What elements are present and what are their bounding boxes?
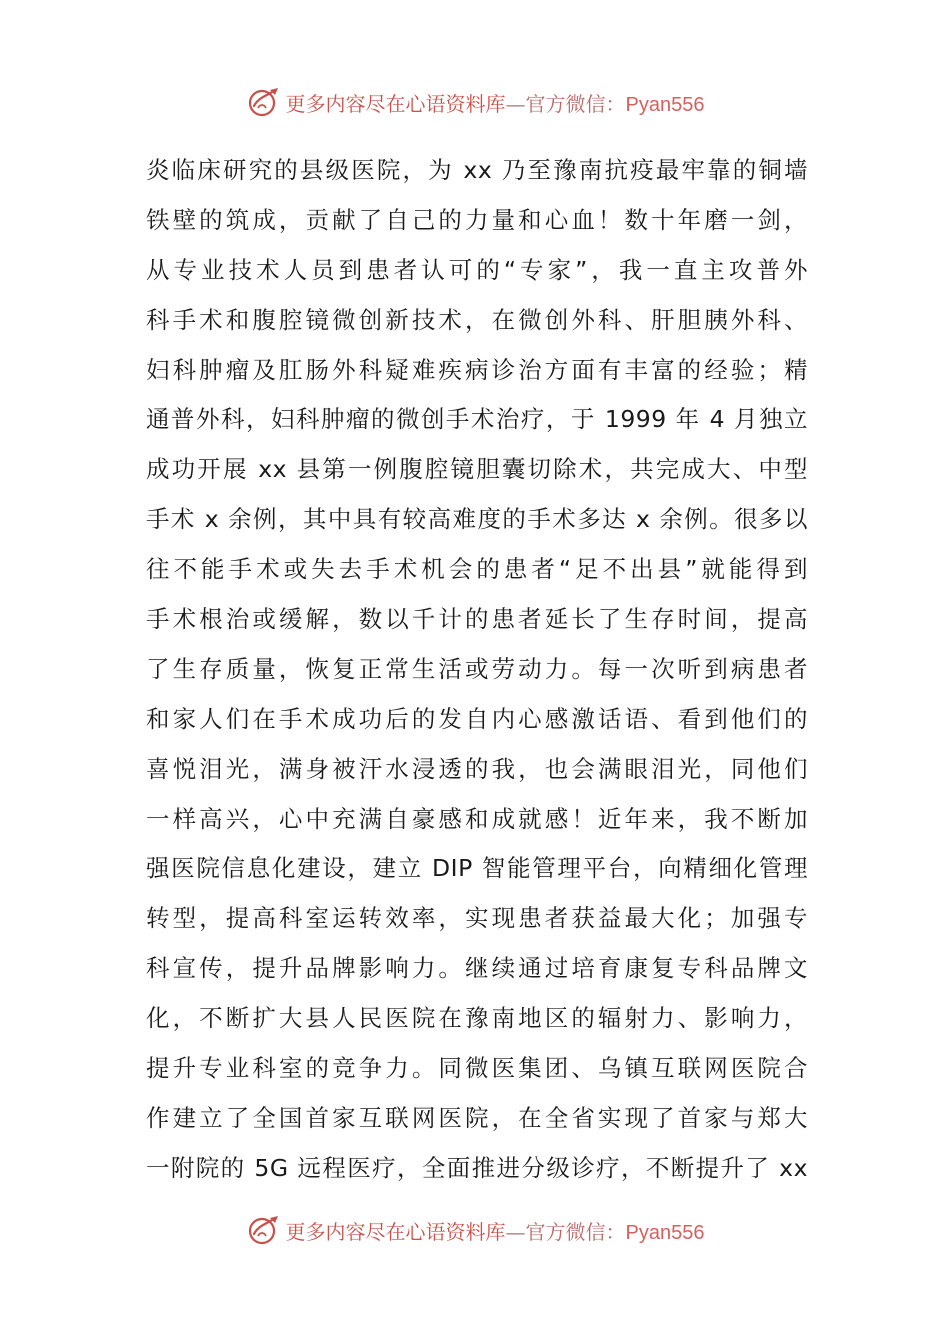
body-line-11: 了生存质量，恢复正常生活或劳动力。每一次听到病患者: [146, 654, 808, 683]
brand-logo-icon: [246, 1212, 282, 1248]
body-line-3: 从专业技术人员到患者认可的“专家”，我一直主攻普外: [146, 255, 808, 284]
document-body: [146, 146, 808, 1194]
body-line-19: 提升专业科室的竞争力。同微医集团、乌镇互联网医院合: [146, 1054, 808, 1083]
footer-banner-text: [286, 1216, 705, 1245]
body-line-1: 炎临床研究的县级医院，为 xx 乃至豫南抗疫最牢靠的铜墙: [146, 156, 808, 184]
body-line-15: 强医院信息化建设，建立 DIP 智能管理平台，向精细化管理: [146, 854, 808, 883]
body-line-9: 往不能手术或失去手术机会的患者“足不出县”就能得到: [146, 555, 808, 584]
header-banner-main: 更多内容尽在心语资料库: [285, 91, 506, 116]
footer-banner-wechat-id: Pyan556: [625, 1221, 705, 1244]
body-line-10: 手术根治或缓解，数以千计的患者延长了生存时间，提高: [146, 605, 808, 634]
body-line-13: 喜悦泪光，满身被汗水浸透的我，也会满眼泪光，同他们: [146, 754, 808, 783]
header-banner-sep: —: [505, 91, 526, 116]
body-line-8: 手术 x 余例，其中具有较高难度的手术多达 x 余例。很多以: [146, 505, 808, 534]
body-line-5: 妇科肿瘤及肛肠外科疑难疾病诊治方面有丰富的经验；精: [146, 355, 808, 384]
brand-logo-icon: [246, 84, 282, 120]
footer-banner-sep: —: [505, 1219, 526, 1244]
header-banner-label: 官方微信：: [525, 91, 626, 116]
body-line-6: 通普外科，妇科肿瘤的微创手术治疗，于 1999 年 4 月独立: [146, 405, 808, 434]
body-line-17: 科宣传，提升品牌影响力。继续通过培育康复专科品牌文: [146, 954, 808, 983]
footer-watermark-banner: [0, 1210, 950, 1250]
body-line-18: 化，不断扩大县人民医院在豫南地区的辐射力、影响力，: [146, 1004, 808, 1033]
body-line-21: 一附院的 5G 远程医疗，全面推进分级诊疗，不断提升了 xx: [146, 1153, 808, 1182]
body-line-14: 一样高兴，心中充满自豪感和成就感！近年来，我不断加: [146, 804, 808, 833]
header-watermark-banner: [0, 82, 950, 122]
body-line-4: 科手术和腹腔镜微创新技术，在微创外科、肝胆胰外科、: [146, 305, 808, 334]
body-line-20: 作建立了全国首家互联网医院，在全省实现了首家与郑大: [146, 1103, 808, 1132]
header-banner-wechat-id: Pyan556: [625, 93, 705, 116]
body-line-16: 转型，提高科室运转效率，实现患者获益最大化；加强专: [146, 904, 808, 933]
body-line-7: 成功开展 xx 县第一例腹腔镜胆囊切除术，共完成大、中型: [146, 455, 808, 484]
footer-banner-label: 官方微信：: [525, 1219, 626, 1244]
body-line-12: 和家人们在手术成功后的发自内心感激话语、看到他们的: [146, 704, 808, 733]
footer-banner-main: 更多内容尽在心语资料库: [285, 1219, 506, 1244]
body-line-2: 铁壁的筑成，贡献了自己的力量和心血！数十年磨一剑，: [146, 205, 808, 234]
header-banner-text: [286, 88, 705, 117]
